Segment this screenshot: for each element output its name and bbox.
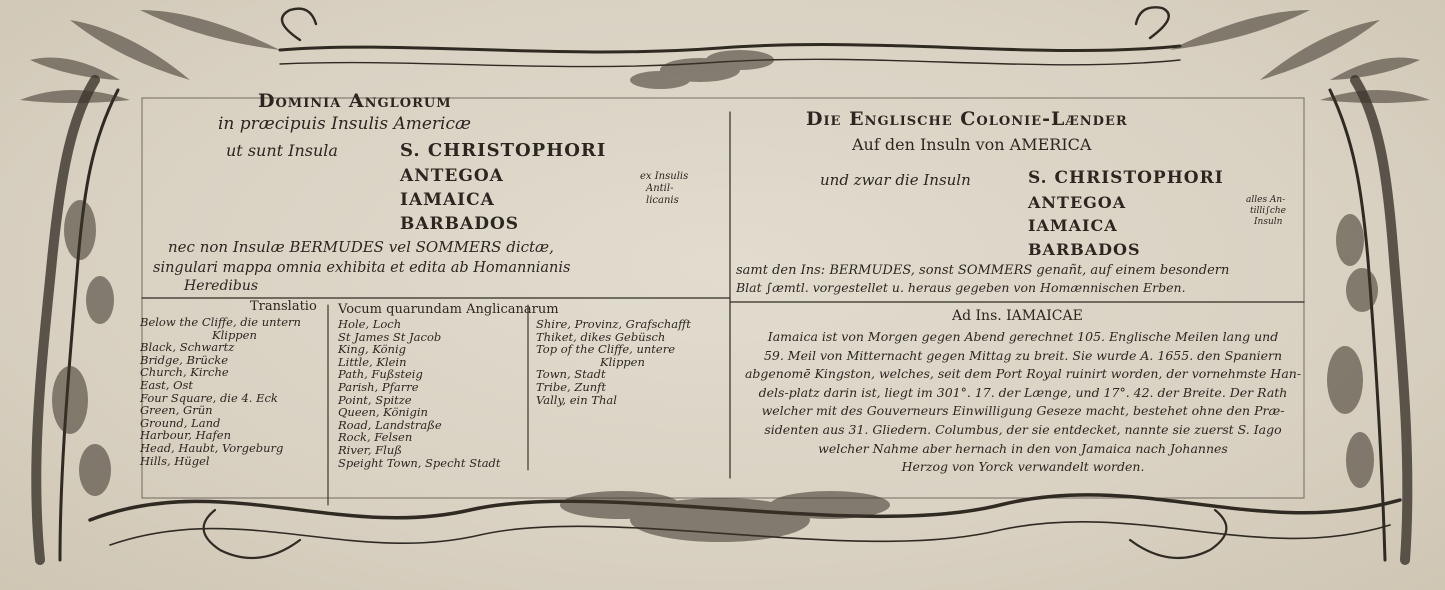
latin-island-2: ANTEGOA — [400, 166, 504, 186]
german-title-line3: und zwar die Insuln — [820, 171, 971, 189]
list-item: Klippen — [600, 354, 645, 369]
jamaica-description — [738, 328, 1308, 477]
latin-island-3: IAMAICA — [400, 190, 495, 210]
list-item: Four Square, die 4. Eck — [140, 390, 278, 405]
list-item: Below the Cliffe, die untern — [140, 315, 301, 329]
latin-title-line2: in præcipuis Insulis Americæ — [218, 114, 471, 134]
list-item: Bridge, Brücke — [140, 352, 229, 367]
vocab-title-a: Translatio — [250, 299, 317, 314]
german-bermudes-line: samt den Ins: BERMUDES, sonst SOMMERS genañt, auf einem besondern — [736, 263, 1230, 278]
latin-bracket-note-1: ex Insulis — [640, 171, 689, 182]
list-item: Ground, Land — [140, 415, 221, 430]
german-bracket-note-2: tilli∫che — [1250, 206, 1286, 216]
list-item: Hills, Hügel — [140, 453, 210, 468]
german-title-line1: Die Englische Colonie-Lænder — [806, 108, 1128, 130]
list-item: Point, Spitze — [338, 392, 412, 407]
latin-island-1: S. CHRISTOPHORI — [400, 140, 607, 161]
latin-bermudes-line: nec non Insulæ BERMUDES vel SOMMERS dictæ, — [168, 238, 554, 256]
latin-island-4: BARBADOS — [400, 214, 520, 234]
list-item: St James St Jacob — [338, 329, 442, 344]
jamaica-line: Herzog von Yorck verwandelt worden. — [901, 459, 1145, 475]
list-item: Vally, ein Thal — [536, 392, 617, 407]
list-item: Black, Schwartz — [140, 340, 235, 355]
german-island-2: ANTEGOA — [1028, 193, 1127, 212]
list-item: Town, Stadt — [536, 367, 606, 382]
latin-title-line1: Dominia Anglorum — [258, 90, 452, 112]
list-item: Tribe, Zunft — [536, 379, 607, 394]
list-item: Road, Landstraße — [338, 417, 442, 432]
list-item: Queen, Königin — [338, 405, 428, 420]
list-item: Rock, Felsen — [338, 430, 413, 445]
jamaica-line: 59. Meil von Mitternacht gegen Mittag zu breit. Sie wurde A. 1655. den Spaniern — [763, 347, 1283, 363]
list-item: River, Fluß — [338, 442, 402, 457]
german-bracket-note-1: alles An- — [1246, 195, 1286, 205]
jamaica-line: Iamaica ist von Morgen gegen Abend gerechnet 105. Englische Meilen lang und — [767, 329, 1279, 344]
latin-title-line3: ut sunt Insula — [226, 141, 338, 160]
list-item: East, Ost — [140, 377, 194, 392]
jamaica-heading: Ad Ins. IAMAICAE — [952, 308, 1083, 324]
latin-bracket-note-2: Antil- — [646, 183, 674, 194]
list-item: Hole, Loch — [338, 317, 402, 331]
german-island-4: BARBADOS — [1028, 240, 1141, 259]
jamaica-line: welcher Nahme aber hernach in den von Jamaica nach Johannes — [818, 440, 1228, 456]
list-item: Klippen — [212, 327, 257, 342]
list-item: Top of the Cliffe, untere — [536, 342, 676, 357]
latin-heredibus-line: Heredibus — [184, 278, 259, 294]
vocab-column-2 — [338, 318, 501, 469]
list-item: Path, Fußsteig — [338, 367, 423, 382]
german-bracket-note-3: Insuln — [1254, 217, 1283, 227]
list-item: Parish, Pfarre — [338, 379, 419, 394]
jamaica-line: sidenten aus 31. Gliedern. Columbus, der sie entdecket, nannte sie zuerst S. Iago — [764, 421, 1282, 437]
jamaica-line: welcher mit des Gouverneurs Einwilligung Geseze macht, bestehet ohne den Præ- — [761, 403, 1285, 419]
jamaica-line: abgenomē Kingston, welches, seit dem Port Royal ruinirt worden, der vornehmste Han- — [744, 366, 1302, 382]
german-island-3: IAMAICA — [1028, 216, 1118, 235]
german-island-1: S. CHRISTOPHORI — [1028, 168, 1224, 188]
list-item: Head, Haubt, Vorgeburg — [140, 440, 284, 455]
latin-bracket-note-3: licanis — [646, 195, 679, 206]
list-item: Green, Grün — [140, 403, 213, 418]
list-item: Shire, Provinz, Grafschafft — [536, 317, 691, 331]
latin-mappa-line: singulari mappa omnia exhibita et edita ab Homannianis — [153, 260, 571, 276]
vocab-column-3 — [536, 318, 691, 406]
list-item: Harbour, Hafen — [140, 428, 231, 443]
list-item: King, König — [338, 342, 407, 357]
german-title-line2: Auf den Insuln von AMERICA — [852, 135, 1092, 154]
german-blat-line: Blat ∫æmtl. vorgestellet u. heraus gegeben von Homænnischen Erben. — [736, 280, 1186, 295]
vocab-column-1 — [140, 316, 301, 467]
list-item: Little, Klein — [338, 354, 407, 369]
jamaica-line: dels-platz darin ist, liegt im 301°. 17. der Længe, und 17°. 42. der Breite. Der Rath — [758, 384, 1288, 400]
list-item: Thiket, dikes Gebüsch — [536, 329, 666, 344]
list-item: Church, Kirche — [140, 365, 229, 380]
vocab-title-b: Vocum quarundam Anglicanarum — [338, 302, 559, 317]
list-item: Speight Town, Specht Stadt — [338, 455, 501, 470]
